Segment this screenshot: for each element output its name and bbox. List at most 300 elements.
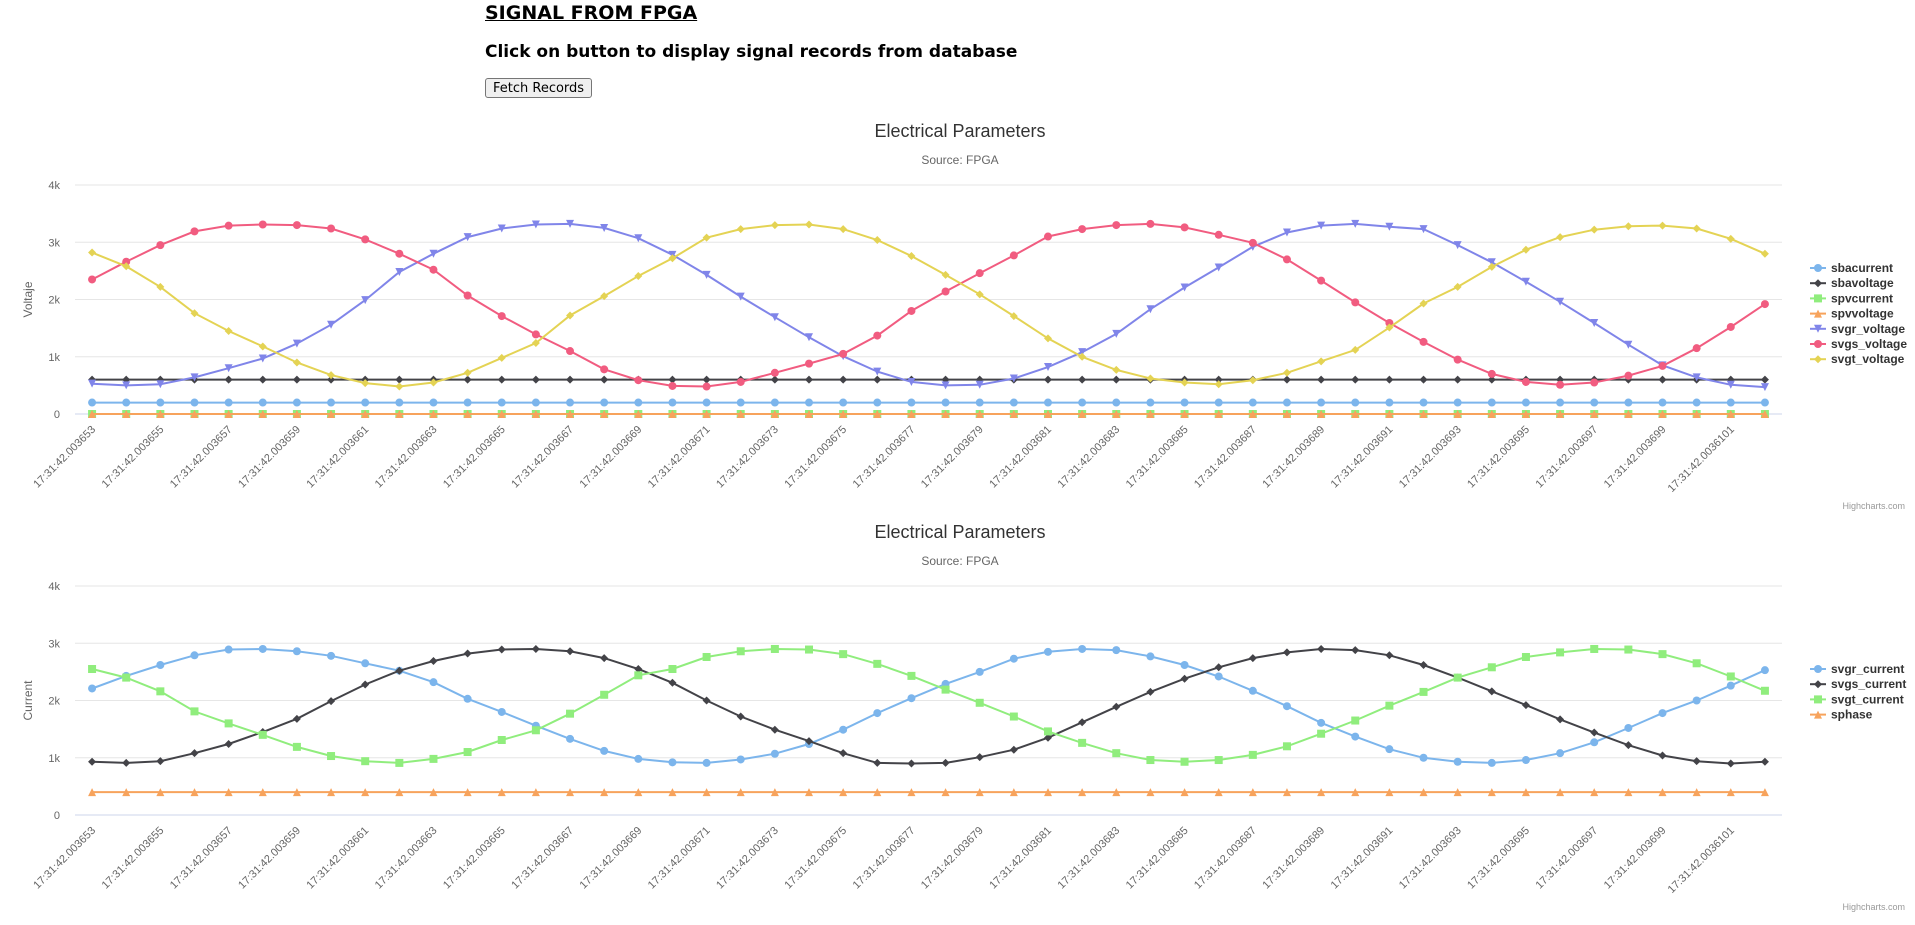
chart1-legend-symbol [1814,355,1822,363]
chart1-legend-symbol [1814,264,1822,272]
chart2-point-svgs_current [1351,646,1359,654]
chart1-point-svgt_voltage [737,225,745,233]
chart1-point-sbacurrent [498,399,506,407]
chart2-credits: Highcharts.com [1842,902,1905,912]
chart2-point-svgr_current [1590,738,1598,746]
chart2-point-svgs_current [1317,645,1325,653]
chart2-point-svgs_current [156,757,164,765]
chart2-point-svgt_current [1522,653,1530,661]
chart1-point-sbacurrent [1078,399,1086,407]
chart2-line-svgr_current [92,649,1765,763]
chart1-point-svgt_voltage [1761,250,1769,258]
chart2-point-svgr_current [225,646,233,654]
chart1-x-tick-label: 17:31:42.003675 [782,423,850,491]
chart1-point-sbacurrent [907,399,915,407]
chart1-point-sbavoltage [259,376,267,384]
chart2-point-svgt_current [1010,713,1018,721]
chart1-legend-item: sbacurrent [1831,261,1894,275]
chart1-point-sbavoltage [839,376,847,384]
chart2-subtitle: Source: FPGA [921,554,999,568]
chart1-point-sbavoltage [532,376,540,384]
chart2-point-svgt_current [1317,730,1325,738]
chart2-point-svgr_current [1522,756,1530,764]
chart2-point-svgs_current [566,647,574,655]
chart1-point-svgt_voltage [942,271,950,279]
chart1-series-svgr_voltage [88,220,1769,391]
chart1-point-svgs_voltage [1624,372,1632,380]
chart2-legend-symbol [1814,665,1822,673]
chart1-point-sbacurrent [1317,399,1325,407]
chart1-point-svgs_voltage [1761,300,1769,308]
chart2-point-svgs_current [1283,648,1291,656]
chart2-point-svgs_current [1624,741,1632,749]
chart1-point-svgs_voltage [1317,277,1325,285]
chart2-point-svgr_current [1351,733,1359,741]
chart2-point-svgt_current [1454,674,1462,682]
chart1-point-svgt_voltage [1659,222,1667,230]
chart2-x-tick-label: 17:31:42.003681 [987,824,1055,892]
chart1-point-sbacurrent [1351,399,1359,407]
chart2-x-tick-label: 17:31:42.003667 [509,824,577,892]
chart2-point-svgt_current [190,707,198,715]
chart2-series-sphase [88,788,1769,796]
chart2-point-svgs_current [464,650,472,658]
chart1-point-svgt_voltage [395,383,403,391]
chart2-point-svgr_current [1181,661,1189,669]
chart1-point-sbacurrent [395,399,403,407]
chart1-point-svgt_voltage [1727,235,1735,243]
chart2-point-svgr_current [1112,646,1120,654]
chart2-point-svgs_current [1078,718,1086,726]
chart1-point-sbacurrent [1556,399,1564,407]
chart1-point-svgs_voltage [668,382,676,390]
chart2-x-tick-label: 17:31:42.003657 [167,824,235,892]
chart1-point-sbacurrent [1488,399,1496,407]
chart1-line-svgs_voltage [92,224,1765,387]
chart1-point-sbavoltage [1283,376,1291,384]
chart2-point-svgs_current [668,679,676,687]
chart1-legend-symbol [1814,279,1822,287]
chart2-series-svgs_current [88,645,1769,768]
chart1-point-svgs_voltage [361,235,369,243]
chart1-x-tick-label: 17:31:42.003683 [1055,423,1123,491]
chart1-point-sbacurrent [1112,399,1120,407]
chart1-subtitle: Source: FPGA [921,153,999,167]
chart2-y-axis-label: Current [21,680,35,721]
chart1-point-svgs_voltage [976,269,984,277]
chart2-point-svgr_current [600,747,608,755]
chart1-point-svgs_voltage [771,369,779,377]
chart2-legend-item: sphase [1831,707,1873,722]
chart1-point-svgt_voltage [225,327,233,335]
chart1-legend-item: spvvoltage [1831,306,1894,321]
chart2-point-svgs_current [1385,651,1393,659]
chart2-x-tick-label: 17:31:42.003679 [918,824,986,892]
chart1-point-sbavoltage [1078,376,1086,384]
chart1-point-sbacurrent [259,399,267,407]
chart2-point-svgs_current [703,697,711,705]
chart1-x-tick-label: 17:31:42.003681 [987,423,1055,491]
chart2-point-svgs_current [1727,759,1735,767]
chart1-point-svgt_voltage [293,358,301,366]
chart2-x-tick-label: 17:31:42.003683 [1055,824,1123,892]
chart2-point-svgt_current [805,646,813,654]
chart1-point-sbacurrent [122,399,130,407]
chart2-point-svgt_current [976,699,984,707]
chart1-point-sbavoltage [805,376,813,384]
chart2-point-svgt_current [1488,663,1496,671]
chart2-point-svgs_current [976,753,984,761]
chart1-legend-item: sbavoltage [1831,276,1894,291]
chart1-point-svgt_voltage [1249,376,1257,384]
chart1-point-svgs_voltage [1693,344,1701,352]
chart2-x-tick-label: 17:31:42.003697 [1533,824,1601,892]
chart2-legend-symbol [1814,695,1822,703]
chart2-point-svgt_current [737,647,745,655]
chart1-point-sbacurrent [327,399,335,407]
chart1-point-svgt_voltage [771,221,779,229]
chart2-point-svgt_current [1181,758,1189,766]
chart2-point-svgt_current [1761,687,1769,695]
chart2-line-svgt_current [92,649,1765,763]
chart2-point-svgt_current [1727,672,1735,680]
chart2-point-svgs_current [88,758,96,766]
chart2-x-tick-label: 17:31:42.003687 [1192,824,1259,892]
chart1-point-svgs_voltage [839,350,847,358]
chart2-point-svgt_current [88,665,96,673]
chart2-point-svgs_current [1249,654,1257,662]
chart1-point-svgs_voltage [566,347,574,355]
chart1-point-sbacurrent [1624,399,1632,407]
chart2-point-svgt_current [532,726,540,734]
current-chart [0,513,1915,913]
chart1-x-tick-label: 17:31:42.003655 [99,423,167,491]
chart1-point-sbacurrent [1181,399,1189,407]
chart1-point-svgt_voltage [498,354,506,362]
chart2-point-svgr_current [1249,687,1257,695]
chart2-x-tick-label: 17:31:42.003693 [1396,824,1464,892]
chart1-point-sbavoltage [1317,376,1325,384]
chart2-point-svgs_current [1522,701,1530,709]
chart2-x-tick-label: 17:31:42.003685 [1123,824,1191,892]
chart1-x-tick-label: 17:31:42.003691 [1328,423,1396,491]
chart1-legend-item: svgs_voltage [1831,337,1908,351]
chart1-point-svgs_voltage [225,222,233,230]
chart1-point-svgt_voltage [464,369,472,377]
chart2-point-svgt_current [1659,650,1667,658]
chart1-point-sbacurrent [873,399,881,407]
chart1-point-sbacurrent [1522,399,1530,407]
chart2-point-svgr_current [1693,697,1701,705]
chart1-x-tick-label: 17:31:42.003661 [304,423,372,491]
chart1-point-sbacurrent [634,399,642,407]
chart1-point-sbavoltage [1420,376,1428,384]
chart2-point-svgs_current [1010,746,1018,754]
chart2-point-svgt_current [225,719,233,727]
chart2-point-svgs_current [1215,663,1223,671]
chart2-point-svgt_current [1385,702,1393,710]
chart1-point-sbacurrent [1454,399,1462,407]
chart2-point-svgt_current [703,653,711,661]
chart2-point-svgr_current [668,758,676,766]
chart1-point-svgt_voltage [805,221,813,229]
chart2-point-svgr_current [1556,749,1564,757]
chart1-x-tick-label: 17:31:42.003653 [31,423,99,491]
chart1-point-svgs_voltage [1283,255,1291,263]
chart1-point-svgs_voltage [1249,239,1257,247]
chart1-point-sbacurrent [1283,399,1291,407]
chart1-x-tick-label: 17:31:42.003663 [372,423,440,491]
chart1-point-sbavoltage [1351,376,1359,384]
chart2-point-svgt_current [464,748,472,756]
chart1-point-svgs_voltage [1522,378,1530,386]
chart1-point-svgs_voltage [1659,362,1667,370]
chart1-point-svgs_voltage [873,332,881,340]
chart2-point-svgr_current [907,694,915,702]
chart2-point-svgr_current [1010,655,1018,663]
chart2-point-svgr_current [1146,652,1154,660]
chart2-point-svgs_current [600,654,608,662]
chart1-point-sbacurrent [566,399,574,407]
chart2-y-tick-label: 4k [48,581,60,593]
chart2-point-svgt_current [1249,751,1257,759]
chart1-legend-item: svgt_voltage [1831,352,1905,367]
chart1-point-svgs_voltage [1488,370,1496,378]
chart2-point-svgr_current [1078,645,1086,653]
chart2-point-svgr_current [1317,719,1325,727]
chart2-y-tick-label: 2k [48,695,60,708]
chart2-point-svgs_current [1181,675,1189,683]
chart2-point-svgs_current [532,645,540,653]
chart1-point-sbacurrent [1146,399,1154,407]
chart2-point-svgs_current [1556,715,1564,723]
chart1-point-svgs_voltage [1420,338,1428,346]
chart1-point-svgt_voltage [873,236,881,244]
chart2-x-tick-label: 17:31:42.003675 [782,824,850,892]
chart2-point-svgs_current [873,759,881,767]
chart1-point-sbacurrent [1693,399,1701,407]
chart2-point-svgs_current [1420,661,1428,669]
chart2-x-tick-label: 17:31:42.003655 [99,824,167,892]
chart1-point-sbacurrent [156,399,164,407]
chart1-point-sbacurrent [225,399,233,407]
chart2-point-svgt_current [942,686,950,694]
chart1-x-tick-label: 17:31:42.003657 [167,423,235,491]
chart2-x-tick-label: 17:31:42.003671 [645,824,713,892]
chart2-y-tick-label: 0 [53,810,60,822]
chart1-x-tick-label: 17:31:42.003685 [1123,423,1191,491]
chart2-point-svgr_current [703,759,711,767]
chart1-point-svgt_voltage [1215,380,1223,388]
chart1-point-svgs_voltage [1112,221,1120,229]
chart2-legend-item: svgt_current [1831,692,1904,707]
chart1-title: Electrical Parameters [874,121,1046,141]
chart1-line-svgr_voltage [92,224,1765,387]
chart1-y-tick-label: 1k [48,351,60,364]
chart1-point-sbavoltage [1761,376,1769,384]
chart1-point-svgr_voltage [1454,241,1462,249]
chart1-point-sbacurrent [600,399,608,407]
chart1-point-sbacurrent [532,399,540,407]
chart2-point-svgs_current [361,680,369,688]
chart2-x-tick-label: 17:31:42.003677 [850,824,918,892]
chart2-point-svgs_current [225,740,233,748]
chart1-point-svgs_voltage [942,287,950,295]
chart1-point-sbacurrent [976,399,984,407]
chart1-point-svgr_voltage [429,250,437,258]
chart2-point-svgt_current [293,743,301,751]
chart2-point-svgt_current [156,687,164,695]
chart2-x-tick-label: 17:31:42.003659 [236,824,304,892]
chart2-point-svgt_current [1283,742,1291,750]
chart1-point-svgt_voltage [600,292,608,300]
chart1-x-tick-label: 17:31:42.003673 [714,423,781,491]
chart2-point-svgr_current [88,684,96,692]
chart1-legend-item: spvcurrent [1831,291,1894,306]
chart1-point-svgr_voltage [1215,263,1223,271]
chart1-x-tick-label: 17:31:42.0036101 [1665,423,1737,495]
chart1-point-sbavoltage [1659,376,1667,384]
chart2-x-tick-label: 17:31:42.003663 [372,824,440,892]
chart2-point-svgt_current [429,755,437,763]
chart2-x-tick-label: 17:31:42.0036101 [1665,824,1737,896]
chart1-point-svgs_voltage [1078,225,1086,233]
chart2-point-svgr_current [361,659,369,667]
chart1-point-sbacurrent [1420,399,1428,407]
chart1-point-sbacurrent [429,399,437,407]
chart1-point-sbacurrent [293,399,301,407]
chart1-point-svgs_voltage [737,378,745,386]
chart1-x-tick-label: 17:31:42.003699 [1601,423,1669,491]
chart2-point-svgt_current [259,731,267,739]
chart1-legend-symbol [1814,294,1822,302]
chart1-x-tick-label: 17:31:42.003695 [1465,423,1533,491]
chart1-point-sbacurrent [1727,399,1735,407]
chart2-title: Electrical Parameters [874,522,1046,542]
chart2-point-svgr_current [1761,666,1769,674]
chart2-point-svgr_current [1659,709,1667,717]
chart1-point-svgt_voltage [1317,357,1325,365]
chart1-point-sbacurrent [1249,399,1257,407]
chart2-point-svgs_current [1761,758,1769,766]
current-chart-svg [0,513,1915,913]
fetch-records-button[interactable]: Fetch Records [485,78,592,98]
chart2-point-svgt_current [873,660,881,668]
instruction-text: Click on button to display signal records from database [485,42,1018,62]
chart2-point-svgr_current [1727,682,1735,690]
chart1-point-sbacurrent [703,399,711,407]
chart1-x-tick-label: 17:31:42.003665 [440,423,508,491]
chart2-point-svgs_current [1112,703,1120,711]
chart1-point-sbacurrent [1215,399,1223,407]
chart1-point-sbacurrent [771,399,779,407]
chart2-point-svgt_current [1693,659,1701,667]
chart2-point-svgr_current [873,709,881,717]
chart2-point-svgr_current [1624,724,1632,732]
chart1-point-svgs_voltage [190,227,198,235]
page-title: SIGNAL FROM FPGA [485,2,698,24]
chart1-point-svgs_voltage [1215,231,1223,239]
chart1-y-tick-label: 3k [48,237,60,250]
chart2-point-svgt_current [907,672,915,680]
chart1-y-tick-label: 2k [48,294,60,307]
chart1-point-svgs_voltage [532,330,540,338]
chart2-point-svgt_current [1624,646,1632,654]
chart2-point-svgs_current [907,759,915,767]
chart2-x-tick-label: 17:31:42.003661 [304,824,372,892]
chart2-point-svgt_current [1351,717,1359,725]
chart2-x-tick-label: 17:31:42.003673 [714,824,781,892]
chart1-point-svgs_voltage [1556,381,1564,389]
chart2-point-svgr_current [566,735,574,743]
chart2-point-svgt_current [1146,756,1154,764]
chart1-point-sbacurrent [1010,399,1018,407]
chart2-point-svgt_current [498,736,506,744]
chart1-point-sbacurrent [1761,399,1769,407]
chart1-point-svgr_voltage [327,321,335,329]
chart1-point-sbavoltage [464,376,472,384]
chart1-point-svgs_voltage [805,360,813,368]
chart1-point-sbacurrent [88,399,96,407]
chart1-x-tick-label: 17:31:42.003671 [645,423,713,491]
chart2-point-svgt_current [1112,749,1120,757]
chart1-point-sbacurrent [942,399,950,407]
chart2-point-svgt_current [1590,645,1598,653]
chart2-x-tick-label: 17:31:42.003699 [1601,824,1669,892]
chart2-point-svgt_current [1556,648,1564,656]
chart2-x-tick-label: 17:31:42.003689 [1260,824,1328,892]
chart1-point-sbacurrent [190,399,198,407]
chart2-point-svgt_current [668,665,676,673]
chart1-point-svgs_voltage [907,307,915,315]
chart1-point-svgs_voltage [1590,379,1598,387]
chart1-point-sbavoltage [566,376,574,384]
chart2-point-svgr_current [771,750,779,758]
chart1-point-svgr_voltage [293,340,301,348]
chart2-point-svgs_current [839,749,847,757]
chart1-point-svgt_voltage [327,371,335,379]
chart2-point-svgr_current [1488,759,1496,767]
chart1-x-tick-label: 17:31:42.003659 [236,423,304,491]
chart1-point-svgr_voltage [1112,330,1120,338]
chart1-point-svgt_voltage [839,225,847,233]
chart1-point-svgs_voltage [498,312,506,320]
chart1-x-tick-label: 17:31:42.003689 [1260,423,1328,491]
chart2-point-svgr_current [464,695,472,703]
chart2-point-svgt_current [1215,756,1223,764]
chart2-point-svgs_current [1659,751,1667,759]
chart1-series-svgt_voltage [88,221,1769,391]
chart1-point-sbavoltage [600,376,608,384]
chart2-point-svgr_current [156,661,164,669]
chart1-x-tick-label: 17:31:42.003687 [1192,423,1259,491]
chart1-point-svgt_voltage [907,252,915,260]
chart2-point-svgt_current [361,757,369,765]
chart2-point-svgt_current [566,710,574,718]
chart1-point-svgs_voltage [1727,323,1735,331]
chart1-point-sbavoltage [1112,376,1120,384]
chart2-series-svgr_current [88,645,1769,767]
chart1-point-svgt_voltage [1454,283,1462,291]
chart1-point-sbavoltage [293,376,301,384]
chart1-legend-item: svgr_voltage [1831,321,1906,336]
chart2-legend-symbol [1814,680,1822,688]
chart1-point-svgs_voltage [429,266,437,274]
chart1-point-sbacurrent [1659,399,1667,407]
chart2-point-svgr_current [634,755,642,763]
chart1-x-tick-label: 17:31:42.003693 [1396,423,1464,491]
chart1-point-sbacurrent [464,399,472,407]
